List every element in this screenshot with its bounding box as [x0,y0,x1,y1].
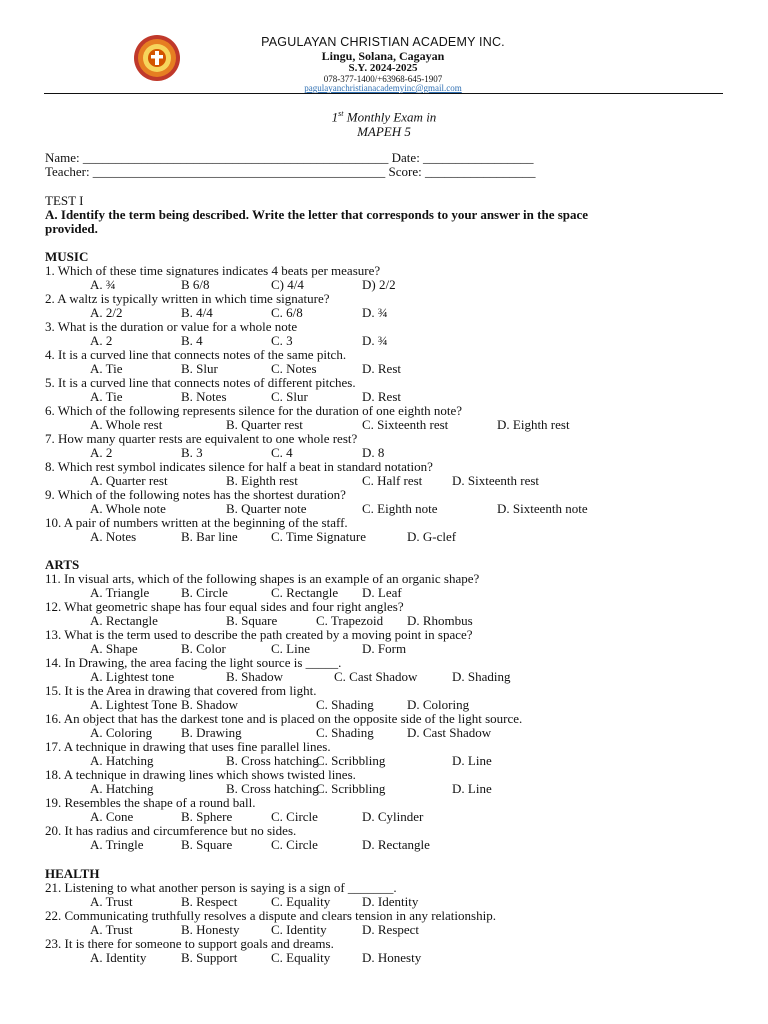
question-3-choice-a: A. 2 [90,333,113,348]
test-label: TEST I [45,193,84,208]
question-17-choice-d: D. Line [452,753,492,768]
school-logo [133,34,181,82]
question-18-choice-a: A. Hatching [90,781,154,796]
question-20-choice-d: D. Rectangle [362,837,430,852]
question-9-choice-d: D. Sixteenth note [497,501,588,516]
question-14-text: 14. In Drawing, the area facing the light source is _____. [45,655,342,670]
question-12-choice-b: B. Square [226,613,278,628]
question-9-choice-b: B. Quarter note [226,501,307,516]
question-4-choice-d: D. Rest [362,361,401,376]
question-18-choice-b: B. Cross hatching [226,781,319,796]
question-14-choice-b: B. Shadow [226,669,284,684]
question-20-choice-c: C. Circle [271,837,318,852]
exam-title-ordinal: 1 [331,109,339,125]
school-name: PAGULAYAN CHRISTIAN ACADEMY INC. [261,35,505,49]
question-19-choice-d: D. Cylinder [362,809,424,824]
question-6-choice-d: D. Eighth rest [497,417,570,432]
question-21-choice-b: B. Respect [181,894,238,909]
question-17-choice-c: C. Scribbling [316,753,386,768]
question-12-choice-d: D. Rhombus [407,613,473,628]
question-12-choice-a: A. Rectangle [90,613,158,628]
question-13-choice-a: A. Shape [90,641,138,656]
question-8-choice-b: B. Eighth rest [226,473,298,488]
question-15-choice-c: C. Shading [316,697,374,712]
question-22-choice-a: A. Trust [90,922,133,937]
question-9-choice-a: A. Whole note [90,501,166,516]
question-5-choice-a: A. Tie [90,389,123,404]
question-2-choice-a: A. 2/2 [90,305,123,320]
question-21-choice-a: A. Trust [90,894,133,909]
question-17-choice-a: A. Hatching [90,753,154,768]
question-16-choice-b: B. Drawing [181,725,242,740]
question-11-choice-c: C. Rectangle [271,585,339,600]
teacher-score-line[interactable]: Teacher: _____________________________________________ Score: _________________ [45,164,536,179]
section-heading-arts: ARTS [45,557,80,572]
question-17-text: 17. A technique in drawing that uses fine parallel lines. [45,739,331,754]
question-1-text: 1. Which of these time signatures indicates 4 beats per measure? [45,263,381,278]
question-5-choice-c: C. Slur [271,389,308,404]
question-21-choice-d: D. Identity [362,894,419,909]
question-1-choice-c: C) 4/4 [271,277,304,292]
question-13-choice-d: D. Form [362,641,407,656]
question-2-choice-b: B. 4/4 [181,305,213,320]
question-11-text: 11. In visual arts, which of the following shapes is an example of an organic shape? [45,571,480,586]
question-16-text: 16. An object that has the darkest tone and is placed on the opposite side of the light source. [45,711,523,726]
question-2-text: 2. A waltz is typically written in which time signature? [45,291,330,306]
test-instruction: A. Identify the term being described. Write the letter that corresponds to your answer in the space [45,207,589,222]
question-1-choice-b: B 6/8 [181,277,210,292]
question-4-text: 4. It is a curved line that connects notes of the same pitch. [45,347,347,362]
question-10-choice-c: C. Time Signature [271,529,366,544]
question-11-choice-a: A. Triangle [90,585,150,600]
question-15-choice-b: B. Shadow [181,697,239,712]
school-email-link[interactable]: pagulayanchristianacademyinc@gmail.com [304,83,462,93]
exam-title-text: Monthly Exam in [343,109,437,125]
question-10-choice-b: B. Bar line [181,529,238,544]
question-19-choice-c: C. Circle [271,809,318,824]
question-22-choice-b: B. Honesty [181,922,240,937]
question-12-choice-c: C. Trapezoid [316,613,384,628]
question-7-text: 7. How many quarter rests are equivalent to one whole rest? [45,431,358,446]
question-14-choice-a: A. Lightest tone [90,669,175,684]
question-22-choice-c: C. Identity [271,922,327,937]
exam-title-suffix: st [338,109,344,118]
school-address: Lingu, Solana, Cagayan [321,49,445,63]
question-22-choice-d: D. Respect [362,922,420,937]
section-heading-music: MUSIC [45,249,89,264]
question-7-choice-d: D. 8 [362,445,385,460]
question-7-choice-a: A. 2 [90,445,113,460]
question-14-choice-c: C. Cast Shadow [334,669,418,684]
question-15-text: 15. It is the Area in drawing that covered from light. [45,683,317,698]
question-7-choice-c: C. 4 [271,445,293,460]
question-18-choice-d: D. Line [452,781,492,796]
question-22-text: 22. Communicating truthfully resolves a dispute and clears tension in any relationship. [45,908,496,923]
question-23-text: 23. It is there for someone to support goals and dreams. [45,936,334,951]
question-23-choice-a: A. Identity [90,950,147,965]
question-3-text: 3. What is the duration or value for a whole note [45,319,298,334]
question-12-text: 12. What geometric shape has four equal sides and four right angles? [45,599,404,614]
question-4-choice-b: B. Slur [181,361,218,376]
question-19-choice-a: A. Cone [90,809,134,824]
question-3-choice-c: C. 3 [271,333,293,348]
test-instruction-cont: provided. [45,221,98,236]
question-19-text: 19. Resembles the shape of a round ball. [45,795,256,810]
question-8-choice-c: C. Half rest [362,473,423,488]
question-23-choice-c: C. Equality [271,950,331,965]
question-9-choice-c: C. Eighth note [362,501,438,516]
question-4-choice-c: C. Notes [271,361,317,376]
question-3-choice-b: B. 4 [181,333,203,348]
question-10-choice-d: D. G-clef [407,529,457,544]
header-divider [44,93,723,94]
question-3-choice-d: D. ¾ [362,333,388,348]
question-20-text: 20. It has radius and circumference but no sides. [45,823,297,838]
question-19-choice-b: B. Sphere [181,809,233,824]
section-heading-health: HEALTH [45,866,100,881]
question-10-choice-a: A. Notes [90,529,137,544]
question-23-choice-d: D. Honesty [362,950,422,965]
question-6-text: 6. Which of the following represents silence for the duration of one eighth note? [45,403,463,418]
question-1-choice-d: D) 2/2 [362,277,396,292]
question-13-text: 13. What is the term used to describe the path created by a moving point in space? [45,627,473,642]
question-14-choice-d: D. Shading [452,669,511,684]
school-phone: 078-377-1400/+63968-645-1907 [323,74,443,84]
question-6-choice-c: C. Sixteenth rest [362,417,449,432]
question-17-choice-b: B. Cross hatching [226,753,319,768]
question-7-choice-b: B. 3 [181,445,203,460]
exam-title [0,109,768,125]
question-16-choice-d: D. Cast Shadow [407,725,492,740]
question-8-choice-d: D. Sixteenth rest [452,473,540,488]
question-23-choice-b: B. Support [181,950,238,965]
question-2-choice-c: C. 6/8 [271,305,303,320]
school-year: S.Y. 2024-2025 [348,62,418,74]
question-16-choice-c: C. Shading [316,725,374,740]
question-21-text: 21. Listening to what another person is saying is a sign of _______. [45,880,397,895]
question-16-choice-a: A. Coloring [90,725,153,740]
question-15-choice-a: A. Lightest Tone [90,697,178,712]
question-10-text: 10. A pair of numbers written at the beginning of the staff. [45,515,348,530]
question-11-choice-b: B. Circle [181,585,228,600]
question-18-text: 18. A technique in drawing lines which shows twisted lines. [45,767,356,782]
question-5-choice-b: B. Notes [181,389,227,404]
question-5-choice-d: D. Rest [362,389,401,404]
question-21-choice-c: C. Equality [271,894,331,909]
question-5-text: 5. It is a curved line that connects notes of different pitches. [45,375,356,390]
question-9-text: 9. Which of the following notes has the shortest duration? [45,487,346,502]
question-13-choice-b: B. Color [181,641,226,656]
question-8-choice-a: A. Quarter rest [90,473,168,488]
name-date-line[interactable]: Name: _______________________________________________ Date: _________________ [45,150,534,165]
question-20-choice-b: B. Square [181,837,233,852]
question-15-choice-d: D. Coloring [407,697,470,712]
question-13-choice-c: C. Line [271,641,310,656]
question-8-text: 8. Which rest symbol indicates silence for half a beat in standard notation? [45,459,433,474]
question-4-choice-a: A. Tie [90,361,123,376]
question-18-choice-c: C. Scribbling [316,781,386,796]
question-11-choice-d: D. Leaf [362,585,402,600]
question-1-choice-a: A. ¾ [90,277,116,292]
question-6-choice-a: A. Whole rest [90,417,163,432]
exam-subject: MAPEH 5 [357,124,411,139]
question-6-choice-b: B. Quarter rest [226,417,303,432]
question-20-choice-a: A. Tringle [90,837,144,852]
question-2-choice-d: D. ¾ [362,305,388,320]
